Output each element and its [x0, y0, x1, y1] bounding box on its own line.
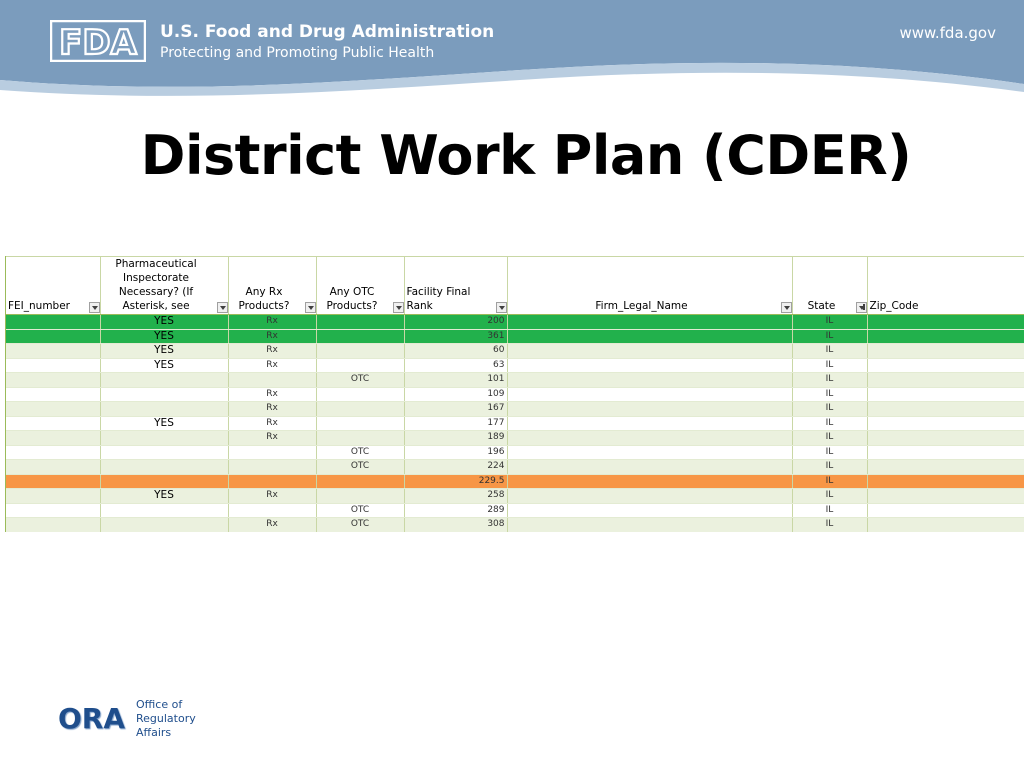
column-header-firm — [507, 257, 792, 315]
cell-zip[interactable] — [867, 315, 1024, 330]
agency-tagline: Protecting and Promoting Public Health — [160, 45, 435, 61]
table-row[interactable] — [6, 373, 1024, 388]
cell-otc[interactable]: OTC — [316, 373, 404, 388]
cell-fei[interactable] — [6, 503, 100, 518]
column-header-otc — [316, 257, 404, 315]
cell-rx[interactable]: Rx — [228, 489, 316, 504]
cell-otc[interactable]: OTC — [316, 503, 404, 518]
filter-dropdown-icon[interactable] — [89, 302, 100, 313]
cell-state[interactable]: IL — [792, 460, 867, 475]
table-row[interactable] — [6, 503, 1024, 518]
cell-state[interactable]: IL — [792, 503, 867, 518]
header-banner — [0, 0, 1024, 112]
cell-state[interactable]: IL — [792, 489, 867, 504]
cell-rx[interactable]: Rx — [228, 315, 316, 330]
table-row[interactable] — [6, 387, 1024, 402]
cell-rank[interactable]: 60 — [404, 344, 507, 359]
cell-pic[interactable]: YES — [100, 489, 228, 504]
column-header-label: Zip_Code — [869, 300, 919, 312]
cell-otc[interactable] — [316, 402, 404, 417]
cell-fei[interactable] — [6, 358, 100, 373]
cell-pic[interactable]: YES — [100, 315, 228, 330]
cell-fei[interactable] — [6, 373, 100, 388]
cell-firm[interactable] — [507, 474, 792, 489]
cell-otc[interactable] — [316, 489, 404, 504]
column-header-label: Any Rx Products? — [238, 286, 290, 312]
table-body — [6, 315, 1024, 533]
cell-state[interactable]: IL — [792, 315, 867, 330]
cell-zip[interactable] — [867, 503, 1024, 518]
cell-rx[interactable]: Rx — [228, 344, 316, 359]
cell-zip[interactable] — [867, 373, 1024, 388]
table-row[interactable] — [6, 431, 1024, 446]
cell-rank[interactable]: 308 — [404, 518, 507, 533]
cell-fei[interactable] — [6, 416, 100, 431]
cell-zip[interactable] — [867, 518, 1024, 533]
cell-pic[interactable] — [100, 474, 228, 489]
filter-dropdown-icon[interactable] — [217, 302, 228, 313]
fda-logo — [50, 20, 146, 62]
filter-dropdown-icon[interactable] — [393, 302, 404, 313]
cell-state[interactable]: IL — [792, 474, 867, 489]
cell-rank[interactable]: 229.5 — [404, 474, 507, 489]
cell-fei[interactable] — [6, 329, 100, 344]
cell-rank[interactable]: 167 — [404, 402, 507, 417]
cell-pic[interactable] — [100, 503, 228, 518]
cell-fei[interactable] — [6, 518, 100, 533]
cell-rank[interactable]: 109 — [404, 387, 507, 402]
cell-rx[interactable]: Rx — [228, 518, 316, 533]
table-row[interactable] — [6, 518, 1024, 533]
cell-state[interactable]: IL — [792, 373, 867, 388]
cell-otc[interactable] — [316, 315, 404, 330]
cell-pic[interactable] — [100, 373, 228, 388]
filter-dropdown-icon[interactable] — [781, 302, 792, 313]
cell-otc[interactable] — [316, 344, 404, 359]
cell-firm[interactable] — [507, 518, 792, 533]
cell-zip[interactable] — [867, 344, 1024, 359]
cell-fei[interactable] — [6, 344, 100, 359]
cell-fei[interactable] — [6, 460, 100, 475]
cell-zip[interactable] — [867, 460, 1024, 475]
slide-title: District Work Plan (CDER) — [140, 124, 912, 187]
cell-otc[interactable] — [316, 358, 404, 373]
cell-otc[interactable] — [316, 387, 404, 402]
cell-otc[interactable] — [316, 416, 404, 431]
cell-fei[interactable] — [6, 474, 100, 489]
ora-logo — [58, 698, 218, 746]
cell-zip[interactable] — [867, 474, 1024, 489]
cell-rank[interactable]: 289 — [404, 503, 507, 518]
cell-fei[interactable] — [6, 315, 100, 330]
cell-firm[interactable] — [507, 445, 792, 460]
cell-rank[interactable]: 200 — [404, 315, 507, 330]
table-row[interactable] — [6, 315, 1024, 330]
cell-zip[interactable] — [867, 402, 1024, 417]
cell-pic[interactable] — [100, 387, 228, 402]
cell-rank[interactable]: 101 — [404, 373, 507, 388]
column-header-label: Pharmaceutical Inspectorate Necessary? (If Asterisk, see — [115, 258, 197, 312]
column-header-fei — [6, 257, 100, 315]
cell-pic[interactable]: YES — [100, 344, 228, 359]
cell-rank[interactable]: 189 — [404, 431, 507, 446]
cell-rx[interactable] — [228, 460, 316, 475]
cell-zip[interactable] — [867, 329, 1024, 344]
cell-otc[interactable] — [316, 431, 404, 446]
column-header-zip — [867, 257, 1024, 315]
column-header-label: Any OTC Products? — [326, 286, 378, 312]
cell-pic[interactable]: YES — [100, 358, 228, 373]
cell-fei[interactable] — [6, 431, 100, 446]
table-header-row — [6, 257, 1024, 315]
cell-firm[interactable] — [507, 315, 792, 330]
column-header-label: FEI_number — [8, 300, 71, 312]
cell-firm[interactable] — [507, 358, 792, 373]
cell-firm[interactable] — [507, 344, 792, 359]
cell-rank[interactable]: 196 — [404, 445, 507, 460]
cell-firm[interactable] — [507, 373, 792, 388]
column-header-rx — [228, 257, 316, 315]
column-header-label: State — [807, 300, 836, 312]
cell-fei[interactable] — [6, 387, 100, 402]
cell-zip[interactable] — [867, 445, 1024, 460]
cell-rx[interactable]: Rx — [228, 402, 316, 417]
table-row[interactable] — [6, 344, 1024, 359]
cell-otc[interactable]: OTC — [316, 445, 404, 460]
column-header-label: Firm_Legal_Name — [595, 300, 688, 312]
column-header-pic — [100, 257, 228, 315]
cell-zip[interactable] — [867, 416, 1024, 431]
cell-rx[interactable] — [228, 445, 316, 460]
ora-logo-line: Regulatory — [136, 712, 196, 725]
cell-pic[interactable] — [100, 445, 228, 460]
cell-state[interactable]: IL — [792, 402, 867, 417]
cell-firm[interactable] — [507, 329, 792, 344]
filter-dropdown-icon[interactable] — [305, 302, 316, 313]
table-row[interactable] — [6, 402, 1024, 417]
cell-firm[interactable] — [507, 402, 792, 417]
cell-state[interactable]: IL — [792, 344, 867, 359]
cell-state[interactable]: IL — [792, 358, 867, 373]
cell-fei[interactable] — [6, 489, 100, 504]
cell-firm[interactable] — [507, 489, 792, 504]
column-header-rank — [404, 257, 507, 315]
cell-rx[interactable]: Rx — [228, 431, 316, 446]
cell-firm[interactable] — [507, 431, 792, 446]
cell-rx[interactable] — [228, 373, 316, 388]
banner-wave — [0, 0, 1024, 112]
table-row[interactable] — [6, 416, 1024, 431]
cell-rx[interactable] — [228, 503, 316, 518]
cell-pic[interactable] — [100, 431, 228, 446]
cell-otc[interactable]: OTC — [316, 518, 404, 533]
cell-zip[interactable] — [867, 387, 1024, 402]
filter-active-icon[interactable] — [856, 302, 867, 313]
cell-zip[interactable] — [867, 431, 1024, 446]
table-row[interactable] — [6, 474, 1024, 489]
fda-logo-mark — [50, 20, 146, 62]
cell-pic[interactable]: YES — [100, 416, 228, 431]
cell-otc[interactable]: OTC — [316, 460, 404, 475]
table-row[interactable] — [6, 460, 1024, 475]
cell-otc[interactable] — [316, 474, 404, 489]
table-row[interactable] — [6, 489, 1024, 504]
column-header-label: Facility Final Rank — [406, 286, 471, 312]
cell-rank[interactable]: 258 — [404, 489, 507, 504]
cell-pic[interactable] — [100, 402, 228, 417]
ora-logo-line: Affairs — [136, 726, 172, 739]
work-plan-table — [5, 256, 1024, 532]
cell-rx[interactable]: Rx — [228, 387, 316, 402]
cell-rank[interactable]: 224 — [404, 460, 507, 475]
table-row[interactable] — [6, 358, 1024, 373]
column-header-state — [792, 257, 867, 315]
cell-rx[interactable]: Rx — [228, 358, 316, 373]
cell-state[interactable]: IL — [792, 518, 867, 533]
cell-rx[interactable]: Rx — [228, 329, 316, 344]
cell-state[interactable]: IL — [792, 431, 867, 446]
cell-firm[interactable] — [507, 503, 792, 518]
cell-zip[interactable] — [867, 489, 1024, 504]
cell-rx[interactable]: Rx — [228, 416, 316, 431]
cell-pic[interactable] — [100, 460, 228, 475]
cell-state[interactable]: IL — [792, 387, 867, 402]
cell-firm[interactable] — [507, 416, 792, 431]
table-row[interactable] — [6, 445, 1024, 460]
ora-logo-line: Office of — [136, 698, 183, 711]
cell-firm[interactable] — [507, 460, 792, 475]
filter-dropdown-icon[interactable] — [496, 302, 507, 313]
cell-rank[interactable]: 361 — [404, 329, 507, 344]
ora-logo-mark: ORA — [58, 702, 126, 735]
cell-state[interactable]: IL — [792, 416, 867, 431]
cell-fei[interactable] — [6, 445, 100, 460]
cell-rank[interactable]: 63 — [404, 358, 507, 373]
cell-otc[interactable] — [316, 329, 404, 344]
cell-state[interactable]: IL — [792, 329, 867, 344]
table-row[interactable] — [6, 329, 1024, 344]
cell-pic[interactable] — [100, 518, 228, 533]
cell-rank[interactable]: 177 — [404, 416, 507, 431]
fda-logo-text: FDA — [59, 23, 137, 62]
cell-firm[interactable] — [507, 387, 792, 402]
cell-state[interactable]: IL — [792, 445, 867, 460]
cell-pic[interactable]: YES — [100, 329, 228, 344]
cell-rx[interactable] — [228, 474, 316, 489]
site-url[interactable]: www.fda.gov — [899, 24, 996, 42]
cell-zip[interactable] — [867, 358, 1024, 373]
cell-fei[interactable] — [6, 402, 100, 417]
ora-logo-text — [136, 698, 196, 740]
agency-name: U.S. Food and Drug Administration — [160, 22, 495, 42]
